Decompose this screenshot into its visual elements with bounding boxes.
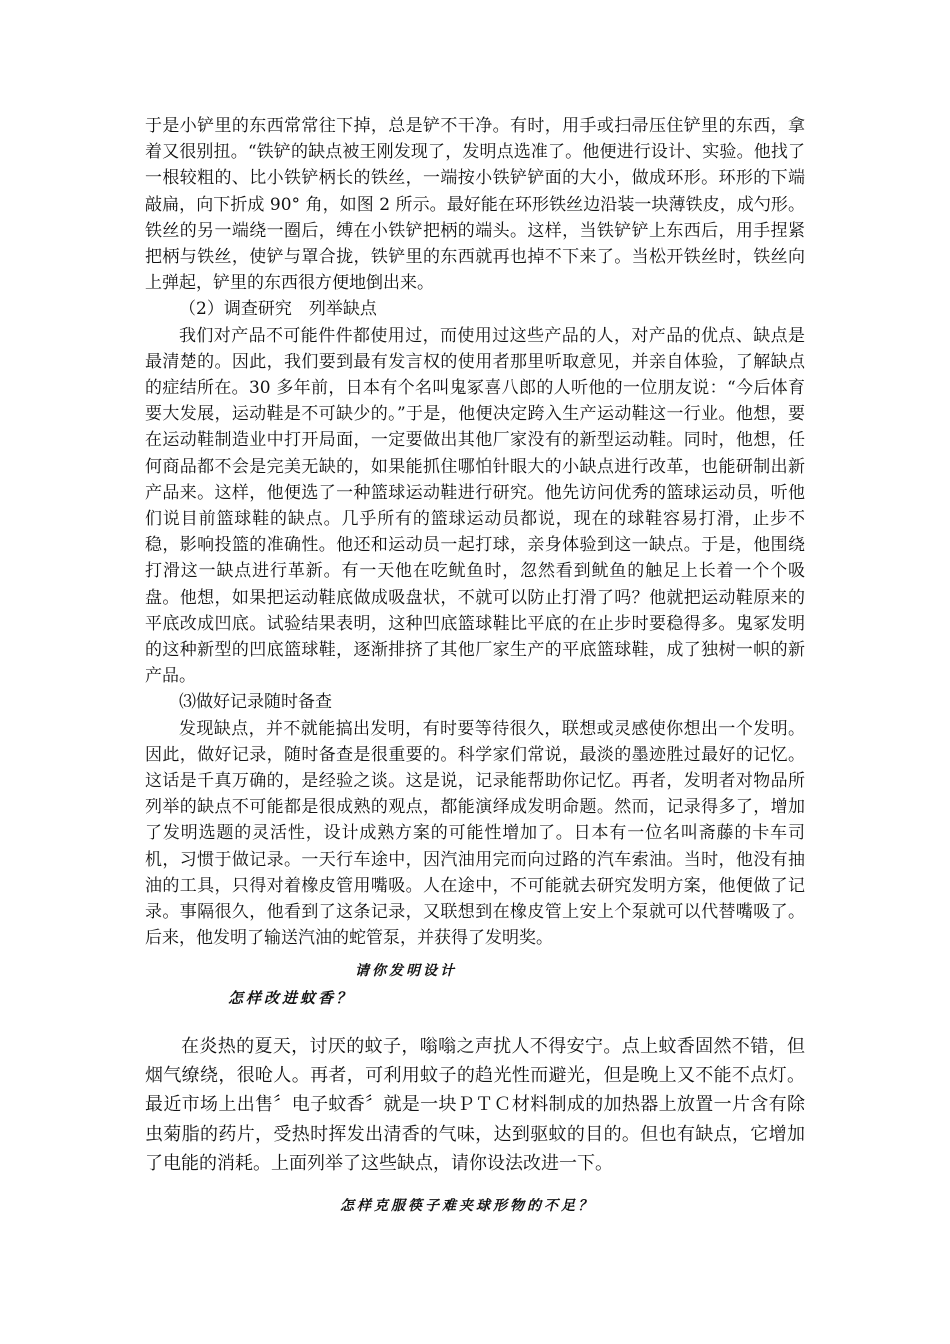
paragraph-truck-driver: 发现缺点，并不就能搞出发明，有时要等待很久，联想或灵感使你想出一个发明。因此，做好记录，随时备查是很重要的。科学家们常说，最淡的墨迹胜过最好的记忆。这话是千真万确的，是经验之谈。这是说，记录能帮助你记忆。再者，发明者对物品所列举的缺点不可能都是很成熟的观点，都能演绎成发明命题。然而，记录得多了，增加了发明选题的灵活性，设计成熟方案的可能性增加了。日本有一位名叫斋藤的卡车司机，习惯于做记录。一天行车途中，因汽油用完而向过路的汽车索油。当时，他没有抽油的工具，只得对着橡皮管用嘴吸。人在途中，不可能就去研究发明方案，他便做了记录。事隔很久，他看到了这条记录，又联想到在橡皮管上安上个泵就可以代替嘴吸了。后来，他发明了输送汽油的蛇管泵，并获得了发明奖。	[145, 718, 805, 949]
question-title-mosquito-coil: 怎样改进蚊香？	[228, 989, 355, 1007]
question-title-chopsticks: 怎样克服筷子难夹球形物的不足？	[340, 1198, 595, 1214]
section-title-invention-design: 请你发明设计	[355, 963, 457, 979]
heading-survey-research: （2）调查研究 列举缺点	[179, 299, 377, 320]
paragraph-shovel-improvement: 于是小铲里的东西常常往下掉，总是铲不干净。有时，用手或扫帚压住铲里的东西，拿着又很别扭。“铁铲的缺点被王刚发现了，发明点选准了。他便进行设计、实验。他找了一根较粗的、比小铁铲柄长的铁丝，一端按小铁铲铲面的大小，做成环形。环形的下端敲扁，向下折成 90° 角，如图 2 所示。最好能在环形铁丝边沿装一块薄铁皮，成勺形。铁丝的另一端绕一圈后，缚在小铁铲把柄的端头。这样，当铁铲铲上东西后，用手捏紧把柄与铁丝，使铲与罩合拢，铁铲里的东西就再也掉不下来了。当松开铁丝时，铁丝向上弹起，铲里的东西很方便地倒出来。	[145, 116, 805, 294]
article-body	[145, 113, 805, 952]
paragraph-mosquito-coil: 在炎热的夏天，讨厌的蚊子，嗡嗡之声扰人不得安宁。点上蚊香固然不错，但烟气缭绕，很呛人。再者，可利用蚊子的趋光性而避光，但是晚上又不能不点灯。最近市场上出售〞电子蚊香〞就是一块ＰＴＣ材料制成的加热器上放置一片含有除虫菊脂的药片，受热时挥发出清香的气味，达到驱蚊的目的。但也有缺点，它增加了电能的消耗。上面列举了这些缺点，请你设法改进一下。	[145, 1036, 805, 1174]
heading-keep-records: ⑶做好记录随时备查	[179, 692, 332, 713]
paragraph-basketball-shoe: 我们对产品不可能件件都使用过，而使用过这些产品的人，对产品的优点、缺点是最清楚的。因此，我们要到最有发言权的使用者那里听取意见，并亲自体验，了解缺点的症结所在。30 多年前，日本有个名叫鬼冢喜八郎的人听他的一位朋友说：“今后体育要大发展，运动鞋是不可缺少的。”于是，他便决定跨入生产运动鞋这一行业。他想，要在运动鞋制造业中打开局面，一定要做出其他厂家没有的新型运动鞋。同时，他想，任何商品都不会是完美无缺的，如果能抓住哪怕针眼大的小缺点进行改革，也能研制出新产品来。这样，他便选了一种篮球运动鞋进行研究。他先访问优秀的篮球运动员，听他们说目前篮球鞋的缺点。几乎所有的篮球运动员都说，现在的球鞋容易打滑，止步不稳，影响投篮的准确性。他还和运动员一起打球，亲身体验到这一缺点。于是，他围绕打滑这一缺点进行革新。有一天他在吃鱿鱼时，忽然看到鱿鱼的触足上长着一个个吸盘。他想，如果把运动鞋底做成吸盘状，不就可以防止打滑了吗？他就把运动鞋原来的平底改成凹底。试验结果表明，这种凹底篮球鞋比平底的在止步时要稳得多。鬼冢发明的这种新型的凹底篮球鞋，逐渐排挤了其他厂家生产的平底篮球鞋，成了独树一帜的新产品。	[145, 325, 805, 687]
